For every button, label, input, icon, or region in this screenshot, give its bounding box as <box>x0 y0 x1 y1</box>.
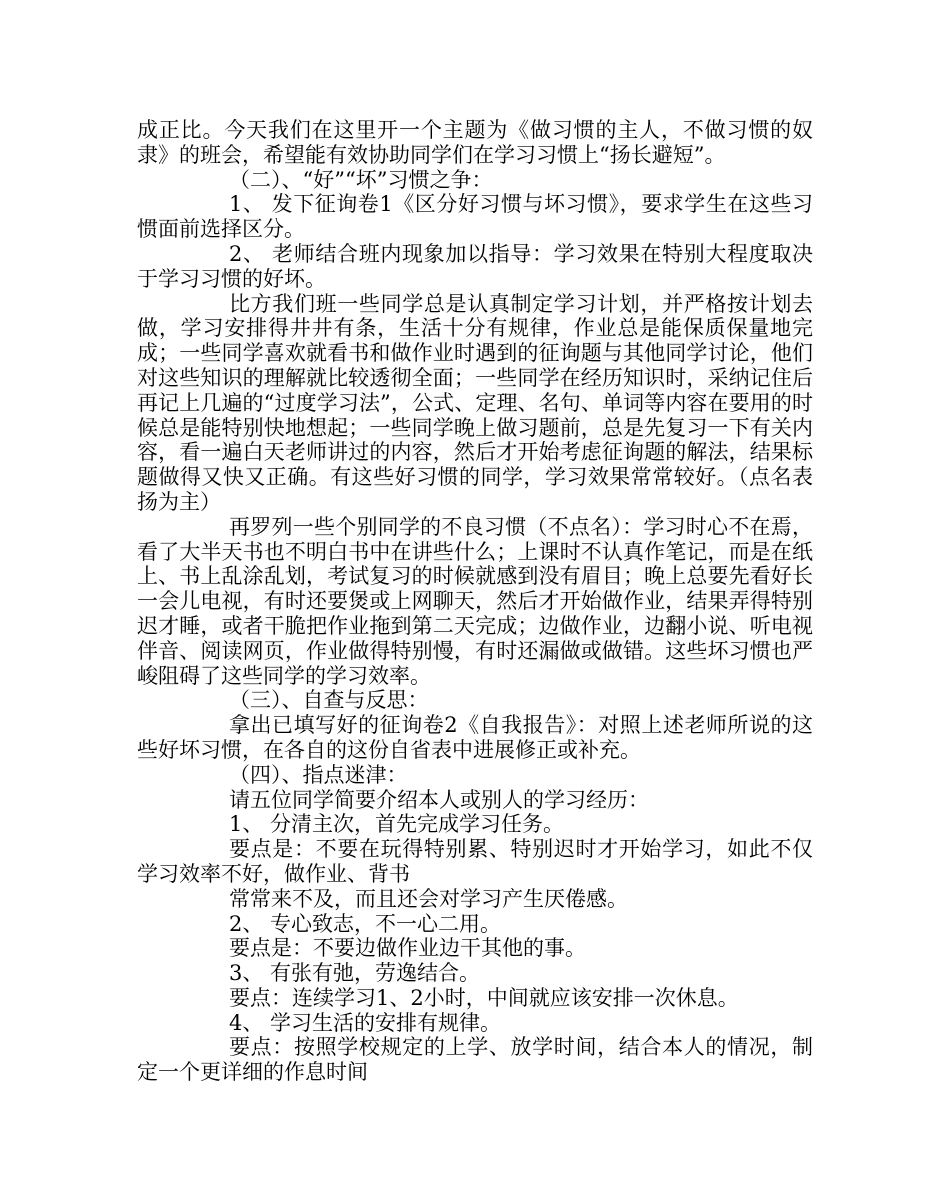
section-heading: （四）、指点迷津： <box>229 762 408 787</box>
section-heading: （二）、“好”“坏”习惯之争： <box>229 167 493 192</box>
paragraph: 要点是：不要边做作业边干其他的事。 <box>229 936 586 961</box>
paragraph: 常常来不及，而且还会对学习产生厌倦感。 <box>229 886 628 911</box>
paragraph: 再罗列一些个别同学的不良习惯（不点名）：学习时心不在焉，看了大半天书也不明白书中在讲些什么；上课时不认真作笔记，而是在纸上、书上乱涂乱划，考试复习的时候就感到没有眉目；晚上总要先看好长一会儿电视，有时还要煲或上网聊天，然后才开始做作业，结果弄得特别迟才睡，或者干脆把作业拖到第二天完成；边做作业，边翻小说、听电视伴音、阅读网页，作业做得特别慢，有时还漏做或做错。这些坏习惯也严峻阻碍了这些同学的学习效率。 <box>137 514 813 688</box>
document-body <box>137 118 813 1085</box>
paragraph: 请五位同学简要介绍本人或别人的学习经历： <box>229 787 649 812</box>
list-item: 2、 专心致志，不一心二用。 <box>229 911 502 936</box>
list-item: 1、 发下征询卷1《区分好习惯与坏习惯》，要求学生在这些习惯面前选择区分。 <box>137 192 813 242</box>
paragraph: 要点：按照学校规定的上学、放学时间，结合本人的情况，制定一个更详细的作息时间 <box>137 1035 813 1085</box>
list-item: 1、 分清主次，首先完成学习任务。 <box>229 812 565 837</box>
paragraph: 拿出已填写好的征询卷2《自我报告》：对照上述老师所说的这些好坏习惯，在各自的这份自省表中进展修正或补充。 <box>137 713 813 762</box>
list-item: 2、 老师结合班内现象加以指导：学习效果在特别大程度取决于学习习惯的好坏。 <box>137 241 813 291</box>
list-item: 4、 学习生活的安排有规律。 <box>229 1010 502 1035</box>
section-heading: （三）、自查与反思： <box>229 688 429 713</box>
paragraph: 比方我们班一些同学总是认真制定学习计划，并严格按计划去做，学习安排得井井有条，生活十分有规律，作业总是能保质保量地完成；一些同学喜欢就看书和做作业时遇到的征询题与其他同学讨论，他们对这些知识的理解就比较透彻全面；一些同学在经历知识时，采纳记住后再记上几遍的“过度学习法”，公式、定理、名句、单词等内容在要用的时候总是能特别快地想起；一些同学晚上做习题前，总是先复习一下有关内容，看一遍白天老师讲过的内容，然后才开始考虑征询题的解法，结果标题做得又快又正确。有这些好习惯的同学，学习效果常常较好。（点名表扬为主） <box>137 291 813 514</box>
list-item: 3、 有张有弛，劳逸结合。 <box>229 961 481 986</box>
paragraph: 要点是：不要在玩得特别累、特别迟时才开始学习，如此不仅学习效率不好，做作业、背书 <box>137 837 813 886</box>
paragraph: 成正比。今天我们在这里开一个主题为《做习惯的主人，不做习惯的奴隶》的班会，希望能有效协助同学们在学习习惯上“扬长避短”。 <box>137 118 813 167</box>
paragraph: 要点：连续学习1、2小时，中间就应该安排一次休息。 <box>229 985 739 1010</box>
